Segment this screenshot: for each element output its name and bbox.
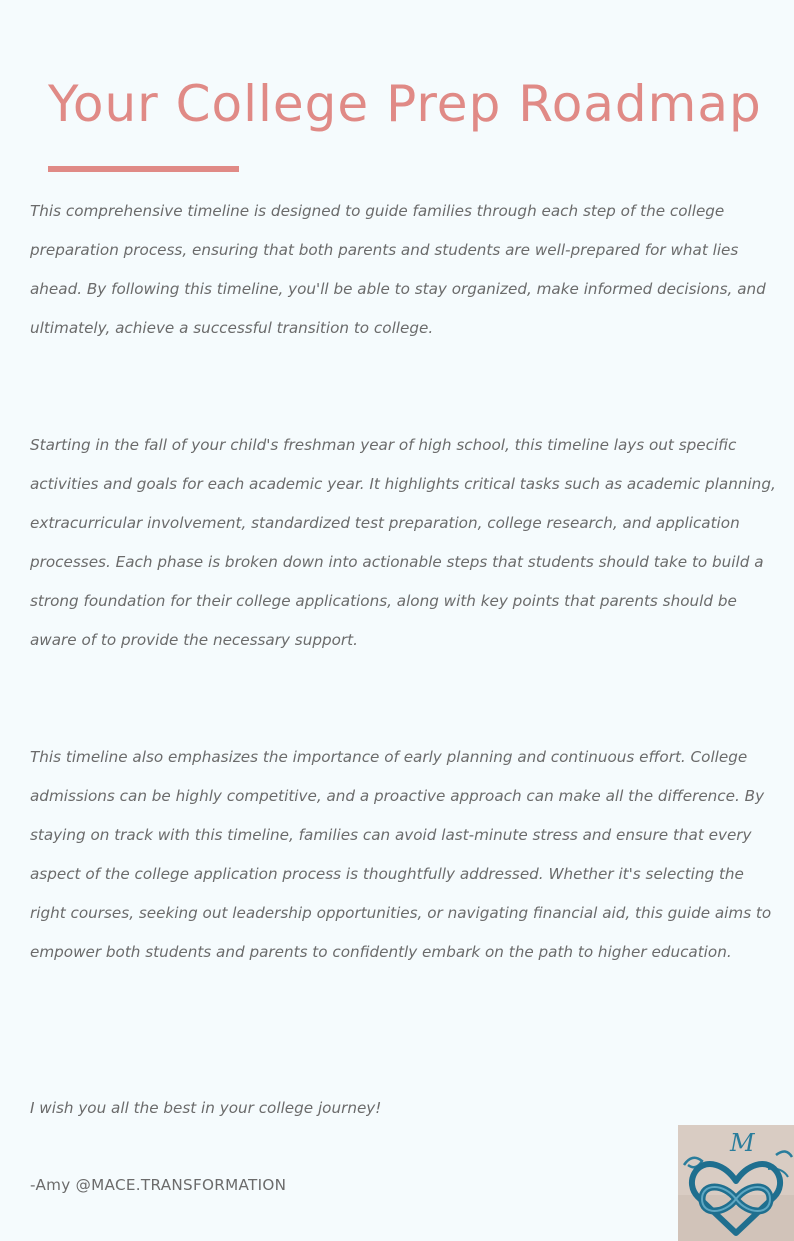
logo-letter: M — [730, 1129, 755, 1157]
signature: -Amy @MACE.TRANSFORMATION — [30, 1176, 287, 1194]
intro-paragraph: This comprehensive timeline is designed to guide families through each step of the college preparation process, ensuring that both parents and students are well-prepared for what lies ahead. By following this timeline, you'll be able to stay organized, make informed decisions, and ultimately, achieve a successful transition to college. — [30, 202, 766, 337]
planning-paragraph: This timeline also emphasizes the importance of early planning and continuous effort. College admissions can be highly competitive, and a proactive approach can make all the difference. By staying on track with this timeline, families can avoid last-minute stress and ensure that every aspect of the college application process is thoughtfully addressed. Whether it's selecting the right courses, seeking out leadership opportunities, or navigating financial aid, this guide aims to empower both students and parents to confidently embark on the path to higher education. — [30, 748, 772, 961]
title-underline — [48, 166, 239, 172]
page-title: Your College Prep Roadmap — [48, 75, 762, 133]
closing-line: I wish you all the best in your college journey! — [30, 1099, 382, 1117]
timeline-paragraph: Starting in the fall of your child's freshman year of high school, this timeline lays out specific activities and goals for each academic year. It highlights critical tasks such as academic planning, extracurricular involvement, standardized test preparation, college research, and application processes. Each phase is broken down into actionable steps that students should take to build a strong foundation for their college applications, along with key points that parents should be aware of to provide the necessary support. — [30, 436, 776, 649]
infinity-heart-logo-icon — [678, 1125, 794, 1241]
